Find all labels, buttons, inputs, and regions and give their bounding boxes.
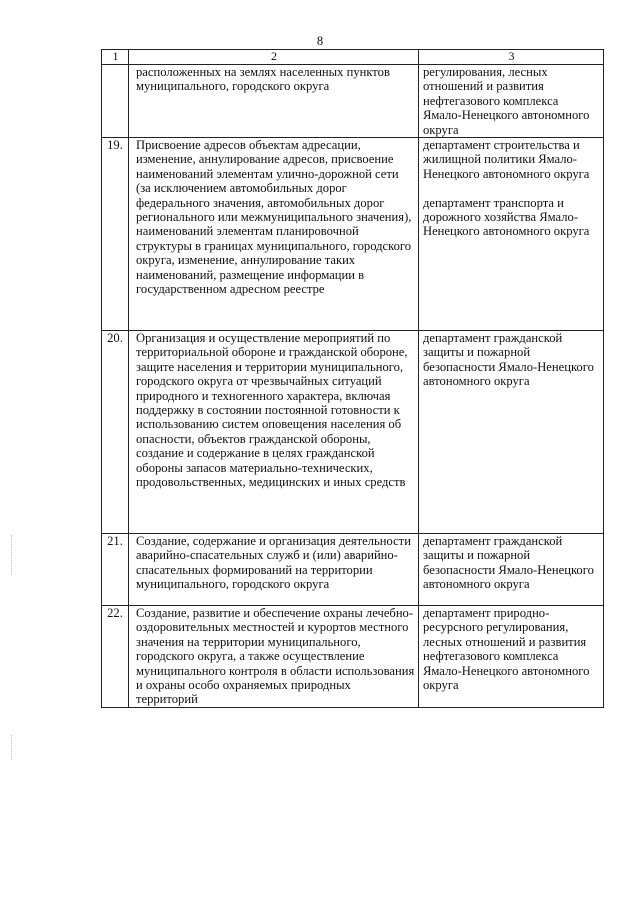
table-row: [102, 331, 604, 534]
competence-table: [101, 49, 604, 708]
authority-text: расположенных на землях населенных пунктов муниципального, городского округа: [129, 65, 419, 138]
row-number: 20.: [102, 331, 129, 534]
authority-text: Организация и осуществление мероприятий по территориальной обороне и гражданской обороне, защите населения и территории муниципального, городского округа от чрезвычайных ситуаций природного и техногенного характера, включая поддержку в состоянии постоянной готовности к использованию систем оповещения населения об опасности, объектов гражданской обороны, создание и содержание в целях гражданской обороны запасов материально-технических, продовольственных, медицинских и иных средств: [129, 331, 419, 534]
responsible-department-text: департамент гражданской защиты и пожарной безопасности Ямало-Ненецкого автономного округа: [423, 534, 594, 592]
scan-edge-mark: [11, 535, 13, 575]
responsible-department-text: департамент природно-ресурсного регулирования, лесных отношений и развития нефтегазового комплекса Ямало-Ненецкого автономного округа: [423, 606, 590, 693]
scan-edge-mark: [11, 735, 13, 760]
column-header-responsible: 3: [419, 50, 604, 65]
responsible-department: [419, 138, 604, 331]
page-number: 8: [316, 34, 324, 48]
responsible-department-text: департамент транспорта и дорожного хозяйства Ямало-Ненецкого автономного округа: [423, 195, 590, 239]
authority-text: Присвоение адресов объектам адресации, изменение, аннулирование адресов, присвоение наименований элементам улично-дорожной сети (за исключением автомобильных дорог федерального значения, автомобильных дорог регионального или межмуниципального значения), наименований элементам планировочной структуры в границах муниципального, городского округа, изменение, аннулирование таких наименований, размещение информации в государственном адресном реестре: [129, 138, 419, 331]
responsible-department-text: департамент гражданской защиты и пожарной безопасности Ямало-Ненецкого автономного округа: [423, 331, 594, 389]
column-header-authority: 2: [129, 50, 419, 65]
spacer: [423, 181, 600, 195]
row-number: 19.: [102, 138, 129, 331]
table-header-row: [102, 50, 604, 65]
row-number: 21.: [102, 534, 129, 606]
row-number: [102, 65, 129, 138]
table-row: [102, 138, 604, 331]
responsible-department: [419, 534, 604, 606]
responsible-department: [419, 331, 604, 534]
responsible-department-text: департамент строительства и жилищной политики Ямало-Ненецкого автономного округа: [423, 138, 590, 181]
column-header-number: 1: [102, 50, 129, 65]
authority-text: Создание, содержание и организация деятельности аварийно-спасательных служб и (или) аварийно-спасательных формирований на территории муниципального, городского округа: [129, 534, 419, 606]
row-number: 22.: [102, 606, 129, 708]
table-row: [102, 65, 604, 138]
table-row: [102, 534, 604, 606]
table-row: [102, 606, 604, 708]
responsible-department: [419, 65, 604, 138]
authority-text: Создание, развитие и обеспечение охраны лечебно-оздоровительных местностей и курортов местного значения на территории муниципального, городского округа, а также осуществление муниципального контроля в области использования и охраны особо охраняемых природных территорий: [129, 606, 419, 708]
responsible-department-text: регулирования, лесных отношений и развития нефтегазового комплекса Ямало-Ненецкого автономного округа: [423, 65, 590, 137]
responsible-department: [419, 606, 604, 708]
